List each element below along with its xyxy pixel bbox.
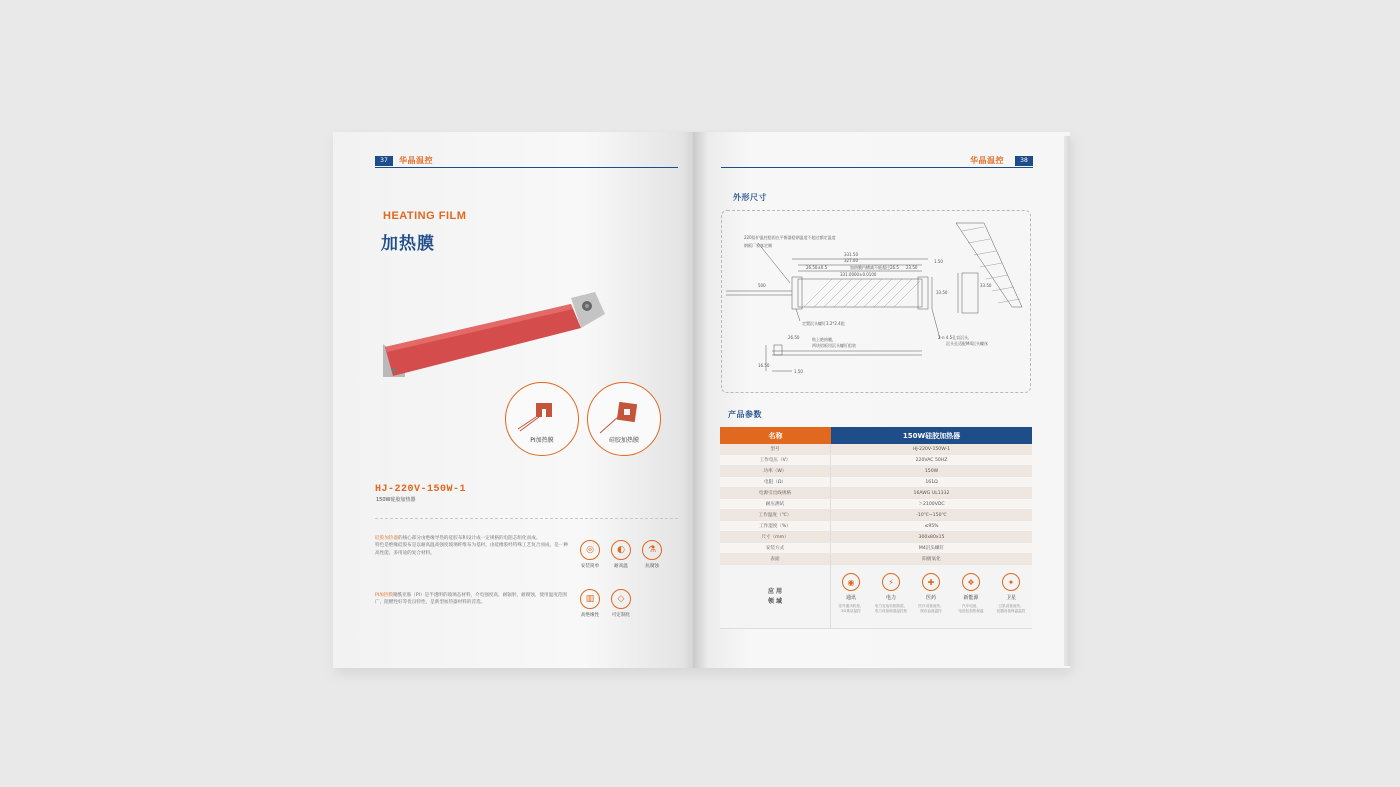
- product-film: [385, 304, 581, 376]
- row-name: 工作湿度（%）: [720, 521, 831, 531]
- feature-4: [575, 589, 605, 618]
- desc-highlight-pi: PI加热膜: [375, 593, 393, 598]
- feature-3: [637, 540, 667, 569]
- feature-5: [606, 589, 636, 618]
- desc-text-2: 特色是绝缘硅胶布是以耐高温高强度玻璃纤维布为基材，由硅橡胶经特殊工艺复合而成，是一种高性能、多用途的复合材料。: [375, 543, 568, 556]
- app-name: 新能源: [963, 595, 979, 601]
- note-r1: 2-n 4.5孔盲沉头，: [938, 335, 973, 340]
- aging-icon: ⚗: [642, 540, 662, 560]
- spec-table: [720, 427, 1032, 629]
- feature-label: 高绝缘性: [580, 613, 600, 618]
- dim-d: 23.50: [906, 265, 918, 270]
- page-number-left: 37: [375, 156, 393, 166]
- app-desc: 汽车电池、 电池包加热保温: [958, 604, 984, 613]
- page-number-right: 38: [1015, 156, 1033, 166]
- row-value: M4沉头螺钉: [918, 546, 945, 551]
- desc-highlight: 硅胶加热器: [375, 536, 398, 541]
- app-name: 医药: [925, 595, 936, 601]
- table-row: [720, 477, 1032, 488]
- description-silicone: [375, 535, 570, 557]
- app-label-1: 应 用: [767, 587, 783, 595]
- note-mount: 钢板厂家客定制: [744, 243, 772, 248]
- dim-h3: 33.50: [980, 283, 992, 288]
- safety-icon: ◎: [580, 540, 600, 560]
- brochure-spread: [333, 132, 1070, 670]
- app-new-energy: [953, 573, 989, 614]
- dim-h1: 1.50: [934, 259, 943, 264]
- section-title-params: 产品参数: [728, 410, 762, 419]
- dim-lead: 500: [758, 283, 766, 288]
- app-power: [873, 573, 909, 614]
- description-pi: [375, 592, 570, 607]
- row-name: 功率（W）: [720, 466, 831, 476]
- table-row: [720, 532, 1032, 543]
- header-name: 名称: [720, 427, 831, 444]
- app-satellite: [993, 573, 1029, 614]
- model-number: HJ-220V-150W-1: [375, 484, 467, 495]
- dim-s1: 26.50: [788, 335, 800, 340]
- feature-label: 耐高温: [614, 564, 628, 569]
- dim-s2: 1.50: [794, 369, 803, 374]
- signal-icon: ◉: [842, 573, 860, 591]
- row-value: 220VAC 50HZ: [915, 457, 948, 463]
- right-page: [693, 132, 1070, 668]
- app-label-2: 领 域: [767, 597, 783, 605]
- dim-b: 加热膜内槽减不能超过26.5: [850, 265, 899, 270]
- dim-c: 331.0000±0.0100: [840, 272, 877, 277]
- heater-body: [798, 279, 922, 307]
- silicone-film-label: 硅胶加热膜: [608, 437, 639, 444]
- table-row: [720, 499, 1032, 510]
- row-value: 阳极氧化: [922, 557, 941, 562]
- row-name: 安装方式: [720, 543, 831, 553]
- header-rule-right: [721, 167, 1033, 168]
- section-divider: [375, 518, 678, 519]
- page-title-cn: 加热膜: [381, 234, 435, 254]
- row-name: 电源引出线规格: [720, 488, 831, 498]
- row-value: -10℃~150℃: [916, 512, 947, 518]
- new-energy-icon: ❖: [962, 573, 980, 591]
- table-row: [720, 488, 1032, 499]
- brand-logo-right: 华晶温控: [970, 156, 1004, 165]
- technical-drawing-svg: [722, 211, 1032, 394]
- table-row: [720, 466, 1032, 477]
- header-value: 150W硅胶加热器: [831, 427, 1032, 444]
- feature-label: 安装简单: [580, 564, 600, 569]
- row-name: 型号: [720, 444, 831, 454]
- applications-label: [720, 565, 831, 628]
- app-desc: 电力变电站柜除湿， 电力设备除湿温控柜: [874, 604, 908, 613]
- table-row: [720, 455, 1032, 466]
- page-edge: [1064, 136, 1070, 666]
- model-subtitle: 150W硅胶加热器: [376, 497, 416, 503]
- feature-label: 可定制化: [611, 613, 631, 618]
- row-name: 尺寸（mm）: [720, 532, 831, 542]
- applications-list: [831, 565, 1032, 628]
- note-r2: 沉头孔适配M4沉头螺丝: [946, 341, 988, 346]
- note-top: 220倍护温控稳固在平衡器稳钢温度不超过额定温度: [744, 235, 836, 240]
- table-row: [720, 521, 1032, 532]
- table-row: [720, 510, 1032, 521]
- row-value: 150W: [924, 468, 939, 474]
- feature-1: [575, 540, 605, 569]
- desc-text: 的核心部分由绝缘导热的硅胶布和设计成一定规格的电阻芯组化而成。: [397, 536, 541, 541]
- section-title-dimensions: 外形尺寸: [733, 193, 767, 202]
- desc-text-pi: 聚酰亚胺（PI）是半透明的玻璃态材料，介电强度高，耐辐射，耐腐蚀，使用温度范围广，阻燃性好等优良特性，是新型加热器材料的首选。: [375, 593, 568, 606]
- silicone-film-icon: [588, 383, 662, 457]
- table-row: [720, 554, 1032, 565]
- app-desc: 卫星设备加热， 仪器设备保温温控: [996, 604, 1026, 613]
- dim-h2: 33.50: [936, 290, 948, 295]
- row-name: 工作电压（V）: [720, 455, 831, 465]
- row-name: 工作温度（℃）: [720, 510, 831, 520]
- row-value: 300x80x15: [918, 534, 945, 540]
- applications-row: [720, 565, 1032, 629]
- dim-s3: 16.50: [758, 363, 770, 368]
- table-body: [720, 444, 1032, 565]
- header-rule-left: [375, 167, 678, 168]
- power-tower-icon: ⚡: [882, 573, 900, 591]
- note-hole: 定置沉头螺钉3.2*2.4组: [802, 321, 845, 326]
- medical-icon: ✚: [922, 573, 940, 591]
- app-desc: 医疗设备加热， 保存血液温控: [918, 604, 944, 613]
- satellite-icon: ✦: [1002, 573, 1020, 591]
- pi-film-label: PI加热膜: [530, 437, 554, 444]
- custom-icon: ◇: [611, 589, 631, 609]
- insulation-icon: ▥: [580, 589, 600, 609]
- silicone-film-detail: [587, 382, 661, 456]
- row-value: ＞2100VDC: [918, 502, 945, 507]
- note-film: 贴上绝热膜，: [812, 337, 836, 342]
- table-row: [720, 543, 1032, 554]
- app-name: 电力: [885, 595, 896, 601]
- dim-total: 331.50: [844, 252, 858, 257]
- app-medical: [913, 573, 949, 614]
- pi-film-detail: [505, 382, 579, 456]
- brand-logo-left: 华晶温控: [399, 156, 433, 165]
- feature-2: [606, 540, 636, 569]
- app-desc: 室外通讯机柜， 5G基站温控: [838, 604, 864, 613]
- row-value: HJ-220V-150W-1: [912, 446, 951, 452]
- left-page: [333, 132, 693, 668]
- row-value: 161Ω: [925, 479, 938, 485]
- dimension-drawing: [721, 210, 1031, 393]
- table-header: [720, 427, 1032, 444]
- pi-film-icon: [506, 383, 580, 457]
- row-name: 表面: [720, 554, 831, 564]
- app-telecom: [833, 573, 869, 614]
- row-value: 16AWG UL1332: [913, 490, 950, 496]
- row-name: 耐压测试: [720, 499, 831, 509]
- dim-inner: 327.00: [844, 258, 858, 263]
- note-film2: 两块铝板用沉头螺钉组装: [812, 343, 856, 348]
- table-row: [720, 444, 1032, 455]
- stretch-icon: ◐: [611, 540, 631, 560]
- row-name: 电阻（Ω）: [720, 477, 831, 487]
- page-title-en: HEATING FILM: [383, 210, 467, 222]
- heating-film-product-image: [381, 292, 621, 382]
- dim-a: 26.50±0.5: [806, 265, 828, 270]
- app-name: 通讯: [845, 595, 856, 601]
- row-value: ≤95%: [924, 523, 939, 529]
- feature-label: 抗腐蚀: [645, 564, 659, 569]
- app-name: 卫星: [1005, 595, 1016, 601]
